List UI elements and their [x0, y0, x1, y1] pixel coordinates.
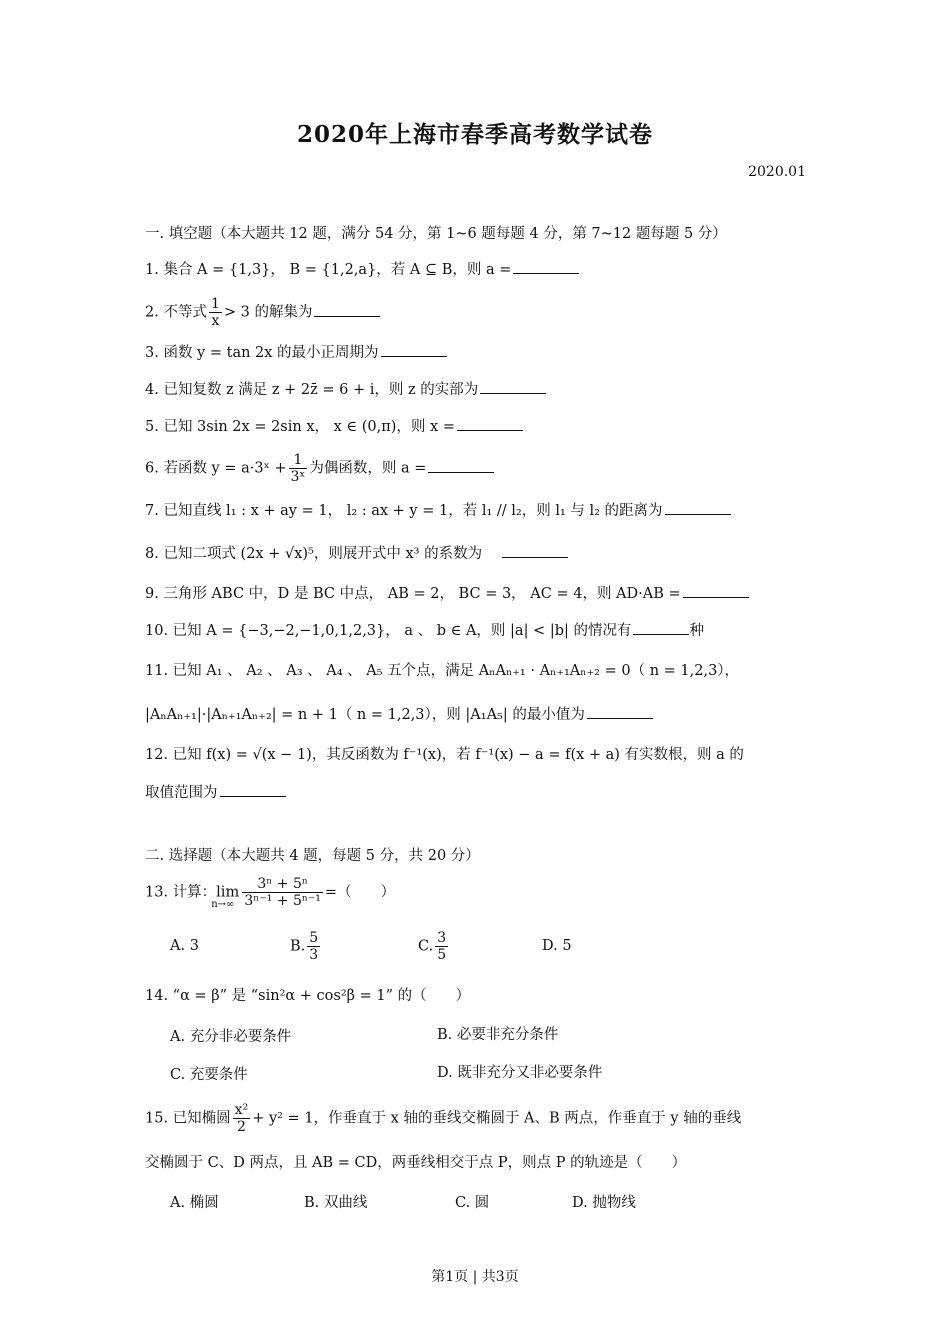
- q13-option-c[interactable]: [418, 930, 450, 963]
- question-6-tail: 为偶函数，则 a =: [309, 460, 427, 477]
- q14-option-c[interactable]: C. 充要条件: [170, 1067, 248, 1083]
- q15-option-d[interactable]: D. 抛物线: [572, 1195, 636, 1211]
- question-10: [145, 620, 704, 641]
- question-11-line2: [145, 704, 653, 725]
- answer-blank: [381, 342, 447, 357]
- exam-date: 2020.01: [748, 164, 806, 180]
- fraction-denominator: 5: [437, 947, 447, 963]
- question-10-unit: 种: [689, 623, 704, 639]
- fraction-numerator: 3: [437, 930, 447, 946]
- question-15-tail: + y² = 1，作垂直于 x 轴的垂线交椭圆于 A、B 两点，作垂直于 y 轴的垂线: [252, 1110, 742, 1127]
- answer-blank: [314, 302, 380, 317]
- fraction-denominator: 3: [309, 947, 319, 963]
- question-12-text: 12. 已知 f(x) = √(x − 1)，其反函数为 f⁻¹(x)，若 f⁻¹(x) − a = f(x + a) 有实数根，则 a 的: [145, 747, 744, 763]
- page-footer: 第1页 | 共3页: [431, 1269, 519, 1285]
- question-5: [145, 416, 523, 437]
- fraction-numerator: 1: [289, 452, 308, 469]
- question-6-text: 6. 若函数 y = a·3ˣ +: [145, 460, 287, 477]
- section2-heading: 二. 选择题（本大题共 4 题，每题 5 分，共 20 分）: [145, 848, 480, 864]
- q15-option-b[interactable]: B. 双曲线: [304, 1195, 368, 1211]
- fraction-numerator: 1: [210, 296, 220, 312]
- q13-option-a[interactable]: A. 3: [170, 938, 199, 954]
- fraction-denominator: 3ˣ: [290, 469, 306, 485]
- question-10-text: 10. 已知 A = {−3,−2,−1,0,1,2,3}， a 、 b ∈ A，则 |a| < |b| 的情况有: [145, 623, 632, 639]
- q13-option-c-label: C.: [418, 938, 434, 955]
- question-12-text-cont: 取值范围为: [145, 785, 218, 801]
- q14-option-b[interactable]: B. 必要非充分条件: [437, 1027, 559, 1043]
- fraction: [209, 296, 222, 329]
- answer-blank: [457, 416, 523, 431]
- q13-option-b[interactable]: [290, 930, 322, 963]
- answer-blank: [480, 379, 546, 394]
- q13-option-d[interactable]: D. 5: [542, 938, 572, 954]
- question-12-line1: [145, 745, 744, 765]
- question-5-text: 5. 已知 3sin 2x = 2sin x， x ∈ (0,π)，则 x =: [145, 419, 455, 435]
- fraction-denominator: x: [211, 313, 220, 329]
- page-title: 2020年上海市春季高考数学试卷: [296, 121, 653, 148]
- question-15-prefix: 15. 已知椭圆: [145, 1110, 231, 1127]
- section1-heading: 一. 填空题（本大题共 12 题，满分 54 分，第 1~6 题每题 4 分，第 7~12 题每题 5 分）: [145, 226, 727, 242]
- question-3: [145, 342, 447, 363]
- question-4-text: 4. 已知复数 z 满足 z + 2z̄ = 6 + i，则 z 的实部为: [145, 382, 479, 398]
- question-11-line1: [145, 661, 739, 681]
- question-7: [145, 500, 731, 521]
- answer-blank: [587, 704, 653, 719]
- fraction-numerator: x²: [234, 1102, 249, 1118]
- question-2-tail: > 3 的解集为: [223, 304, 313, 321]
- question-7-text: 7. 已知直线 l₁ : x + ay = 1， l₂ : ax + y = 1，若 l₁ // l₂，则 l₁ 与 l₂ 的距离为: [145, 503, 663, 519]
- fraction: [289, 452, 308, 485]
- answer-blank: [220, 782, 286, 797]
- question-4: [145, 379, 546, 400]
- question-3-text: 3. 函数 y = tan 2x 的最小正周期为: [145, 345, 379, 361]
- question-8: [145, 543, 568, 564]
- question-1-text: 1. 集合 A = {1,3}， B = {1,2,a}，若 A ⊆ B，则 a =: [145, 262, 512, 278]
- fraction: [307, 930, 320, 963]
- q14-option-a[interactable]: A. 充分非必要条件: [170, 1029, 292, 1045]
- fraction-numerator: 5: [309, 930, 319, 946]
- answer-blank: [633, 620, 689, 635]
- question-8-text: 8. 已知二项式 (2x + √x)⁵，则展开式中 x³ 的系数为: [145, 546, 483, 562]
- fraction-denominator: 3ⁿ⁻¹ + 5ⁿ⁻¹: [244, 893, 321, 909]
- question-11-text-cont: |AₙAₙ₊₁|·|Aₙ₊₁Aₙ₊₂| = n + 1（ n = 1,2,3），则 |A₁A₅| 的最小值为: [145, 707, 585, 723]
- answer-blank: [502, 543, 568, 558]
- question-9-text: 9. 三角形 ABC 中，D 是 BC 中点， AB = 2， BC = 3， AC = 4，则 AD·AB =: [145, 586, 681, 602]
- question-9: [145, 583, 749, 604]
- question-15-line1: [145, 1102, 741, 1135]
- question-13: [145, 876, 395, 914]
- fraction: [242, 876, 323, 909]
- q14-option-d[interactable]: D. 既非充分又非必要条件: [437, 1065, 603, 1081]
- question-1: [145, 259, 579, 280]
- answer-blank: [513, 259, 579, 274]
- q13-option-b-label: B.: [290, 938, 306, 955]
- answer-blank: [428, 458, 494, 473]
- fraction: [435, 930, 448, 963]
- limit-subscript: n→∞: [211, 898, 235, 910]
- question-13-tail: =（ ）: [324, 884, 396, 901]
- fraction-denominator: 2: [236, 1119, 246, 1135]
- question-13-prefix: 13. 计算：lim: [145, 884, 240, 901]
- fraction: [233, 1102, 251, 1135]
- question-6: [145, 452, 494, 485]
- question-2: [145, 296, 380, 329]
- question-15-line2: 交椭圆于 C、D 两点，且 AB = CD，两垂线相交于点 P，则点 P 的轨迹是（ ）: [145, 1155, 687, 1171]
- question-12-line2: [145, 782, 286, 803]
- question-2-text: 2. 不等式: [145, 304, 207, 321]
- question-11-text: 11. 已知 A₁ 、 A₂ 、 A₃ 、 A₄ 、 A₅ 五个点，满足 AₙAₙ₊₁ · Aₙ₊₁Aₙ₊₂ = 0（ n = 1,2,3），: [145, 663, 740, 679]
- answer-blank: [683, 583, 749, 598]
- q15-option-a[interactable]: A. 椭圆: [170, 1195, 219, 1211]
- fraction-numerator: 3ⁿ + 5ⁿ: [242, 876, 323, 893]
- q15-option-c[interactable]: C. 圆: [455, 1195, 490, 1211]
- question-14: 14. “α = β” 是 “sin²α + cos²β = 1” 的（ ）: [145, 988, 471, 1004]
- answer-blank: [665, 500, 731, 515]
